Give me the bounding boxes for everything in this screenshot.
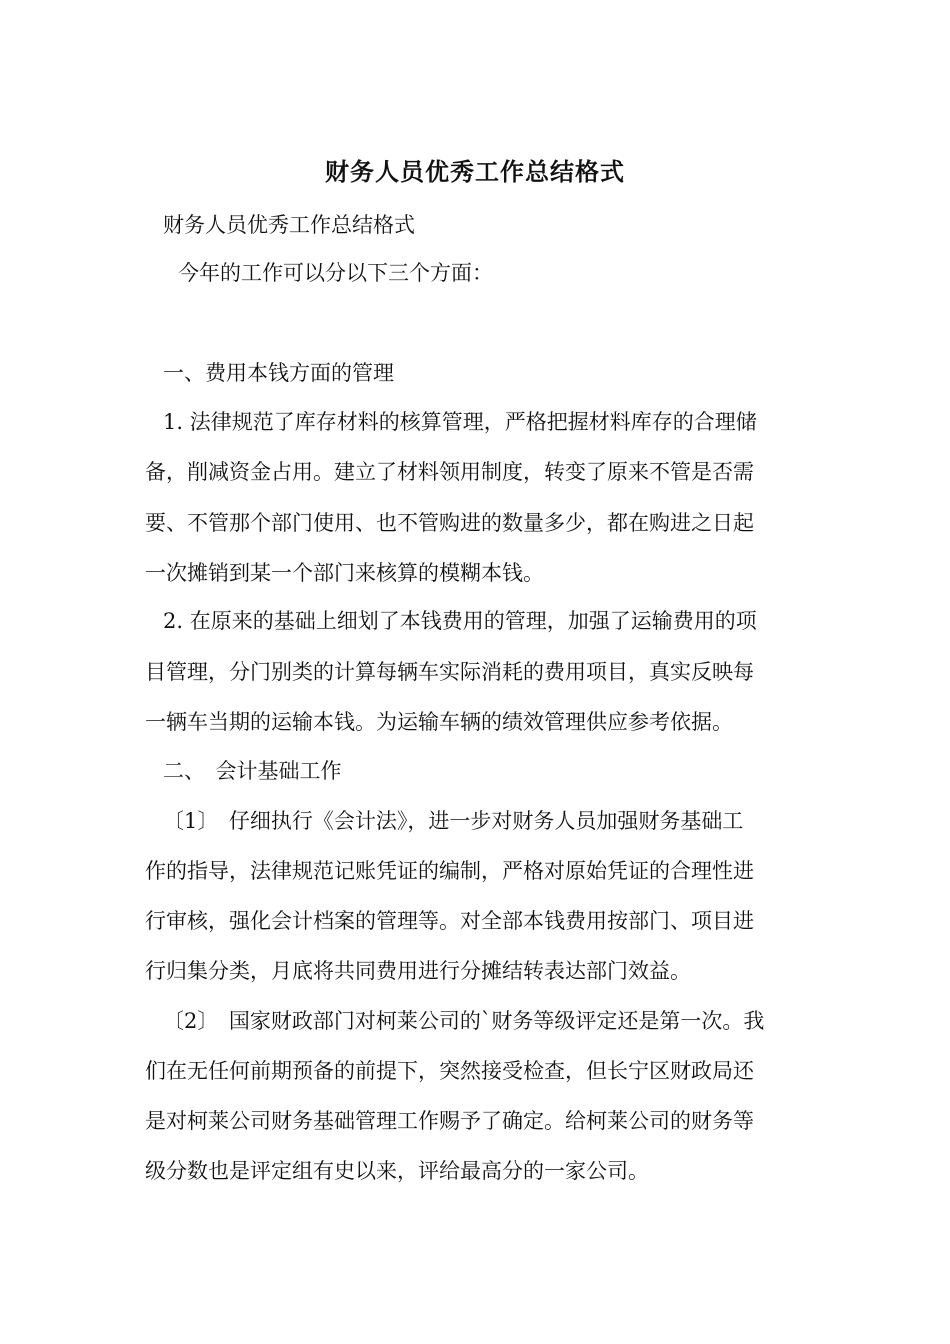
paragraph-line: 行归集分类，月底将共同费用进行分摊结转表达部门效益。 [145,959,691,983]
intro-paragraph: 今年的工作可以分以下三个方面： [178,261,493,285]
paragraph-line: 1. 法律规范了库存材料的核算管理，严格把握材料库存的合理储 [163,410,757,434]
paragraph-line: 2. 在原来的基础上细划了本钱费用的管理，加强了运输费用的项 [163,609,757,633]
paragraph-line: 是对柯莱公司财务基础管理工作赐予了确定。给柯莱公司的财务等 [145,1109,754,1133]
paragraph-line: 作的指导，法律规范记账凭证的编制，严格对原始凭证的合理性进 [145,859,754,883]
paragraph-line: 行审核，强化会计档案的管理等。对全部本钱费用按部门、项目进 [145,909,754,933]
paragraph-line: 〔1〕 仔细执行《会计法》，进一步对财务人员加强财务基础工 [163,809,744,833]
paragraph-line: 一辆车当期的运输本钱。为运输车辆的绩效管理供应参考依据。 [145,710,733,734]
paragraph-line: 备，削减资金占用。建立了材料领用制度，转变了原来不管是否需 [145,460,754,484]
paragraph-line: 们在无任何前期预备的前提下，突然接受检查，但长宁区财政局还 [145,1059,754,1083]
section-heading-accounting: 二、 会计基础工作 [163,759,342,783]
document-subtitle: 财务人员优秀工作总结格式 [163,213,415,237]
section-heading-cost: 一、费用本钱方面的管理 [163,361,394,385]
paragraph-line: 级分数也是评定组有史以来，评给最高分的一家公司。 [145,1159,649,1183]
paragraph-line: 〔2〕 国家财政部门对柯莱公司的`财务等级评定还是第一次。我 [163,1009,765,1033]
paragraph-line: 目管理，分门别类的计算每辆车实际消耗的费用项目，真实反映每 [145,660,754,684]
document-title: 财务人员优秀工作总结格式 [325,157,625,186]
paragraph-line: 要、不管那个部门使用、也不管购进的数量多少，都在购进之日起 [145,511,754,535]
paragraph-line: 一次摊销到某一个部门来核算的模糊本钱。 [145,561,544,585]
